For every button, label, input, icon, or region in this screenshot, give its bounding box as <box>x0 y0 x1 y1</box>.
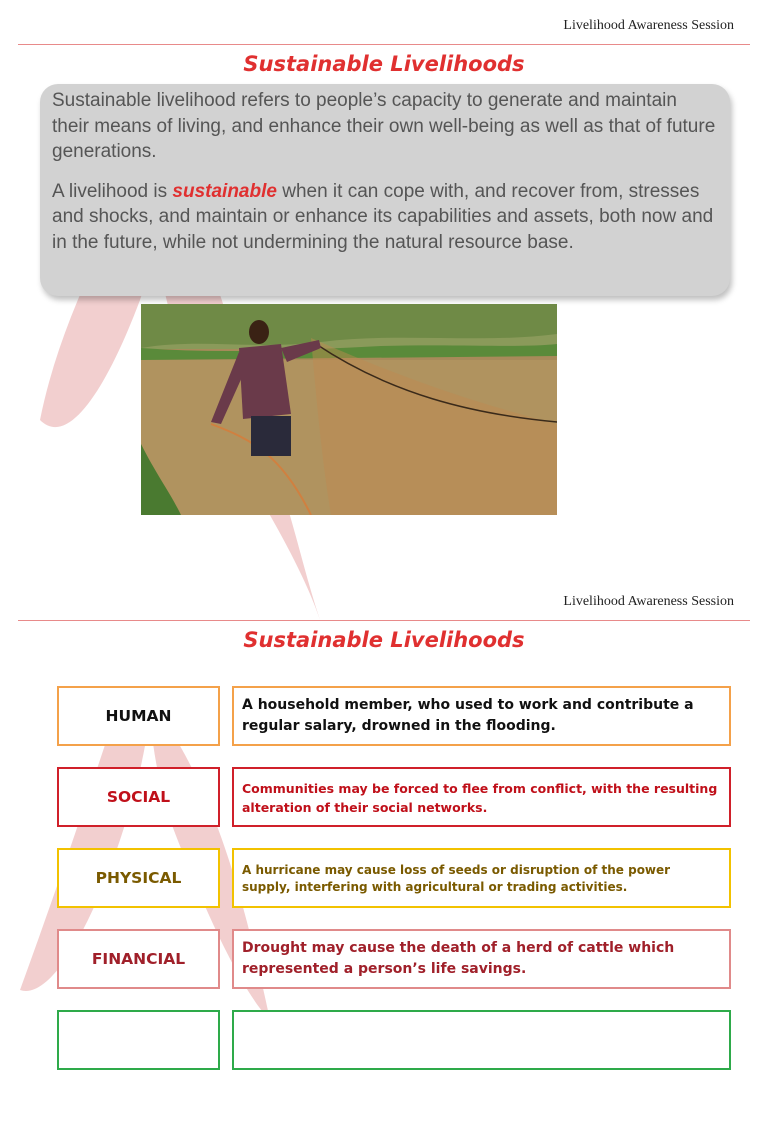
fisherman-photo <box>141 304 557 515</box>
capital-description <box>232 1010 731 1070</box>
capital-row-social <box>57 767 731 827</box>
capital-label: PHYSICAL <box>57 848 220 908</box>
capital-description: Drought may cause the death of a herd of cattle which represented a person’s life savings. <box>232 929 731 989</box>
highlight-word: sustainable <box>172 180 277 202</box>
slide-title: Sustainable Livelihoods <box>243 628 525 652</box>
header-divider <box>18 44 750 45</box>
capital-description: Communities may be forced to flee from conflict, with the resulting alteration of their social networks. <box>232 767 731 827</box>
capital-label <box>57 1010 220 1070</box>
capital-label: HUMAN <box>57 686 220 746</box>
capital-label: SOCIAL <box>57 767 220 827</box>
header-divider <box>18 620 750 621</box>
capital-row-human <box>57 686 731 746</box>
definition-paragraph: Sustainable livelihood refers to people’s capacity to generate and maintain their means of living, and enhance their own well-being as well as that of future generations. <box>52 90 716 162</box>
capital-description: A household member, who used to work and contribute a regular salary, drowned in the flooding. <box>232 686 731 746</box>
capital-row-physical <box>57 848 731 908</box>
capital-row-natural <box>57 1010 731 1070</box>
slide-livelihood-capitals <box>0 576 768 1136</box>
capital-row-financial <box>57 929 731 989</box>
slide-title: Sustainable Livelihoods <box>243 52 525 76</box>
paragraph-text-start: A livelihood is <box>52 180 173 202</box>
capital-label: FINANCIAL <box>57 929 220 989</box>
slide-definition <box>0 0 768 560</box>
paragraph-text-end: when it can cope with, and recover from, stresses and shocks, and maintain or enhance its capabilities and assets, both now and in the future, while not undermining the natural resource base. <box>52 180 714 253</box>
slide-header: Livelihood Awareness Session <box>563 594 734 609</box>
slide-header: Livelihood Awareness Session <box>563 18 734 33</box>
capital-description: A hurricane may cause loss of seeds or disruption of the power supply, interfering with agricultural or trading activities. <box>232 848 731 908</box>
definition-textbox <box>40 84 730 296</box>
sustainable-paragraph <box>52 179 718 256</box>
